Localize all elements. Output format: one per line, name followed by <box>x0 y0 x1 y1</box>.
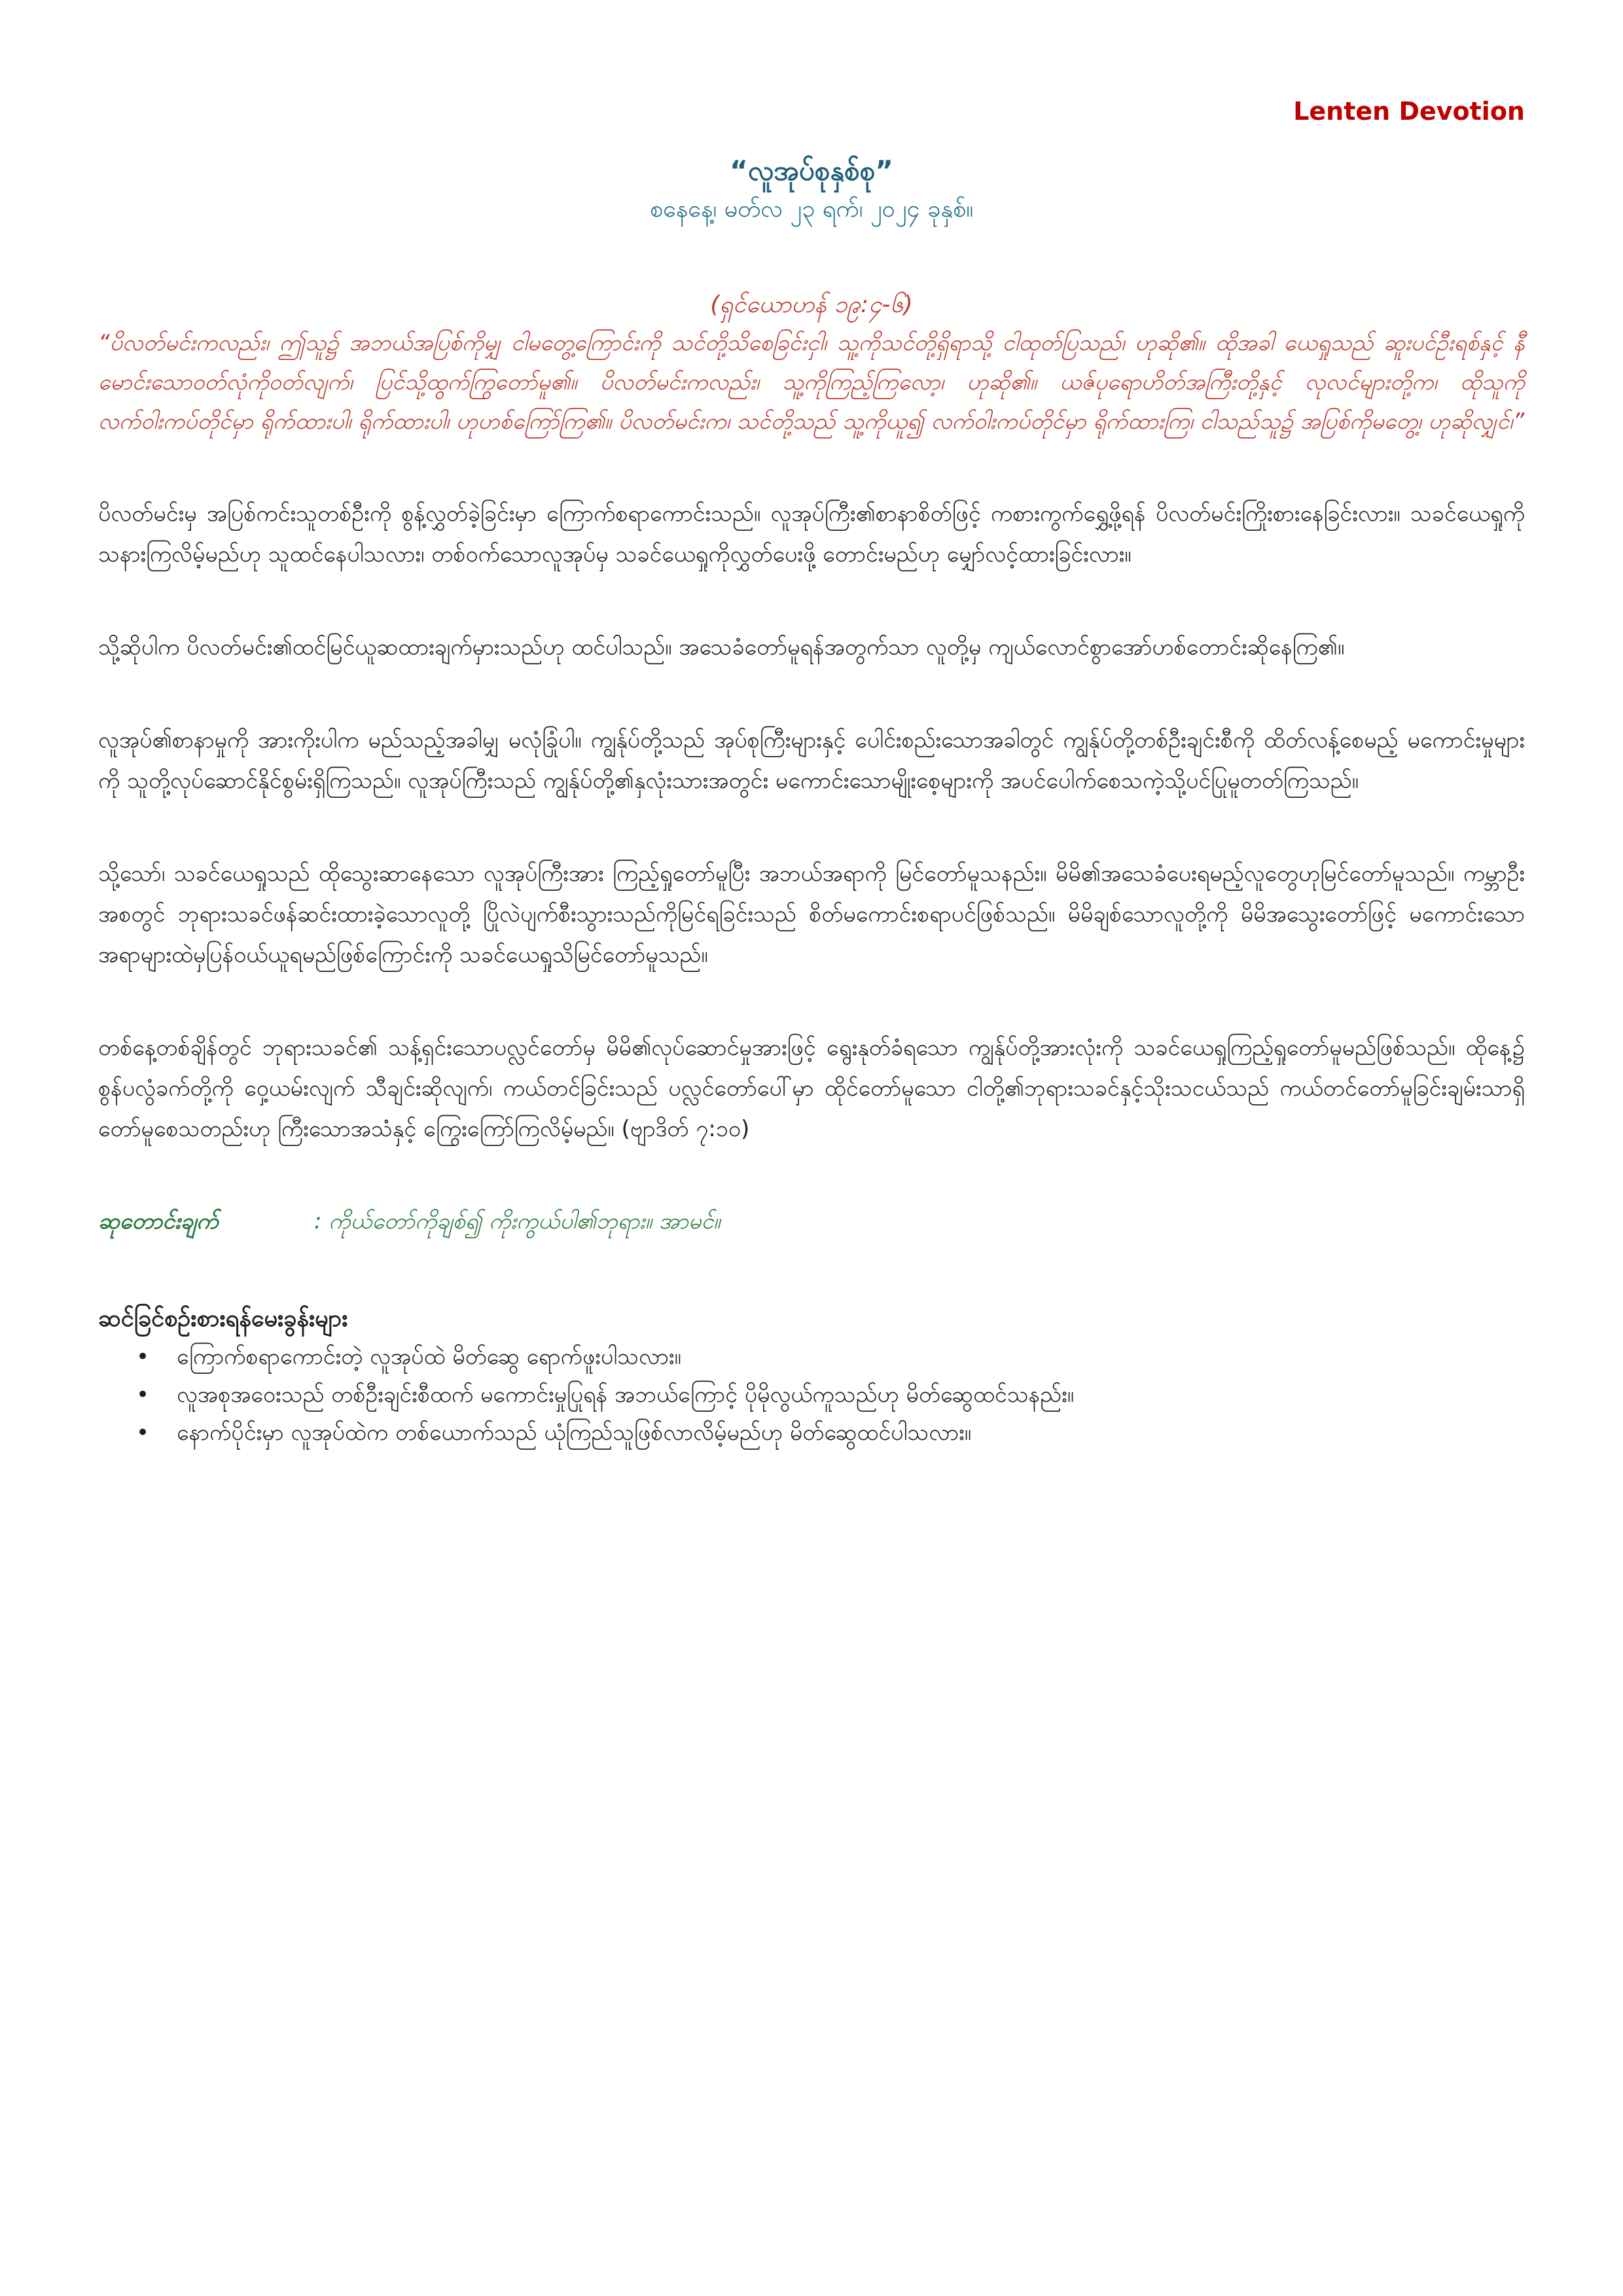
prayer-line <box>98 1202 1525 1241</box>
body-paragraph-2: သို့ဆိုပါက ပိလတ်မင်း၏ထင်မြင်ယူဆထားချက်မှားသည်ဟု ထင်ပါသည်။ အသေခံတော်မူရန်အတွက်သာ လူတို့မှ ကျယ်လောင်စွာအော်ဟစ်တောင်းဆိုနေကြ၏။ <box>98 634 1345 660</box>
question-text: လူအစုအဝေးသည် တစ်ဦးချင်းစီထက် မကောင်းမှုပြုရန် အဘယ်ကြောင့် ပိုမိုလွယ်ကူသည်ဟု မိတ်ဆွေထင်သနည်း။ <box>177 1382 1075 1408</box>
header-tag: Lenten Devotion <box>1293 97 1525 126</box>
body-paragraph-3: လူအုပ်၏စာနာမှုကို အားကိုးပါက မည်သည့်အခါမျှ မလုံခြုံပါ။ ကျွန်ုပ်တို့သည် အုပ်စုကြီးများနှင့် ပေါင်းစည်းသောအခါတွင် ကျွန်ုပ်တို့တစ်ဦးချင်းစီကို ထိတ်လန့်စေမည့် မကောင်းမှုများကို သူတို့လုပ်ဆောင်နိုင်စွမ်းရှိကြသည်။ လူအုပ်ကြီးသည် ကျွန်ုပ်တို့၏နှလုံးသားအတွင်း မကောင်းသောမျိုးစေ့များကို အပင်ပေါက်စေသကဲ့သို့ပင်ပြုမူတတ်ကြသည်။ <box>98 727 1525 794</box>
bullet-icon: • <box>136 1382 150 1408</box>
question-text: နောက်ပိုင်းမှာ လူအုပ်ထဲက တစ်ယောက်သည် ယုံကြည်သူဖြစ်လာလိမ့်မည်ဟု မိတ်ဆွေထင်ပါသလား။ <box>177 1420 972 1446</box>
list-item <box>136 1338 1525 1376</box>
devotion-title: “လူအုပ်စုနှစ်စု” <box>730 154 893 187</box>
bullet-icon: • <box>136 1344 150 1370</box>
question-text: ကြောက်စရာကောင်းတဲ့ လူအုပ်ထဲ မိတ်ဆွေ ရောက်ဖူးပါသလား။ <box>177 1344 681 1370</box>
devotion-date: စနေနေ့၊ မတ်လ ၂၃ ရက်၊ ၂၀၂၄ ခုနှစ်။ <box>649 196 974 223</box>
devotion-page <box>98 92 1525 1452</box>
body-paragraph-1: ပိလတ်မင်းမှ အပြစ်ကင်းသူတစ်ဦးကို စွန့်လွှတ်ခဲ့ခြင်းမှာ ကြောက်စရာကောင်းသည်။ လူအုပ်ကြီး၏စာနာစိတ်ဖြင့် ကစားကွက်ရွှေ့ဖို့ရန် ပိလတ်မင်းကြိုးစားနေခြင်းလား။ သခင်ယေရှုကို သနားကြလိမ့်မည်ဟု သူထင်နေပါသလား၊ တစ်ဝက်သောလူအုပ်မှ သခင်ယေရှုကိုလွှတ်ပေးဖို့ တောင်းမည်ဟု မျှော်လင့်ထားခြင်းလား။ <box>98 501 1525 567</box>
bullet-icon: • <box>136 1420 150 1446</box>
questions-list <box>98 1338 1525 1452</box>
scripture-text: “ပိလတ်မင်းကလည်း၊ ဤသူ၌ အဘယ်အပြစ်ကိုမျှ ငါမတွေ့ကြောင်းကို သင်တို့သိစေခြင်းငှါ၊ သူ့ကိုသင်တို့ရှိရာသို့ ငါထုတ်ပြသည်၊ ဟုဆို၏။ ထိုအခါ ယေရှုသည် ဆူးပင်ဦးရစ်နှင့် နီမောင်းသောဝတ်လုံကိုဝတ်လျက်၊ ပြင်သို့ထွက်ကြွတော်မူ၏။ ပိလတ်မင်းကလည်း၊ သူ့ကိုကြည့်ကြလော့၊ ဟုဆို၏။ ယဇ်ပုရောဟိတ်အကြီးတို့နှင့် လုလင်များတို့က၊ ထိုသူကို လက်ဝါးကပ်တိုင်မှာ ရိုက်ထားပါ၊ ရိုက်ထားပါ၊ ဟုဟစ်ကြော်ကြ၏။ ပိလတ်မင်းက၊ သင်တို့သည် သူ့ကိုယူ၍ လက်ဝါးကပ်တိုင်မှာ ရိုက်ထားကြ၊ ငါသည်သူ၌ အပြစ်ကိုမတွေ့၊ ဟုဆိုလျှင်၊” <box>98 330 1525 435</box>
body-paragraph-5: တစ်နေ့တစ်ချိန်တွင် ဘုရားသခင်၏ သန့်ရှင်းသောပလ္လင်တော်မှ မိမိ၏လုပ်ဆောင်မှုအားဖြင့် ရွေးနုတ်ခံရသော ကျွန်ုပ်တို့အားလုံးကို သခင်ယေရှုကြည့်ရှုတော်မူမည်ဖြစ်သည်။ ထိုနေ့၌ စွန်ပလွံခက်တို့ကို ဝှေ့ယမ်းလျက် သီချင်းဆိုလျက်၊ ကယ်တင်ခြင်းသည် ပလ္လင်တော်ပေါ်မှာ ထိုင်တော်မူသော ငါတို့၏ဘုရားသခင်နှင့်သိုးသငယ်သည် ကယ်တင်တော်မူခြင်းချမ်းသာရှိတော်မူစေသတည်းဟု ကြီးသောအသံနှင့် ကြွေးကြော်ကြလိမ့်မည်။ (ဗျာဒိတ် ၇:၁၀) <box>98 1035 1525 1142</box>
scripture-reference: (ရှင်ယောဟန် ၁၉:၄-၆) <box>710 291 913 318</box>
list-item <box>136 1376 1525 1414</box>
questions-title: ဆင်ခြင်စဉ်းစားရန်မေးခွန်းများ <box>98 1305 348 1332</box>
body-paragraph-4: သို့သော်၊ သခင်ယေရှုသည် ထိုသွေးဆာနေသော လူအုပ်ကြီးအား ကြည့်ရှုတော်မူပြီး အဘယ်အရာကို မြင်တော်မူသနည်း။ မိမိ၏အသေခံပေးရမည့်လူတွေဟုမြင်တော်မူသည်။ ကမ္ဘာဦးအစတွင် ဘုရားသခင်ဖန်ဆင်းထားခဲ့သောလူတို့ ပြိုလဲပျက်စီးသွားသည်ကိုမြင်ရခြင်းသည် စိတ်မကောင်းစရာပင်ဖြစ်သည်။ မိမိချစ်သောလူတို့ကို မိမိအသွေးတော်ဖြင့် မကောင်းသောအရာများထဲမှပြန်ဝယ်ယူရမည်ဖြစ်ကြောင်းကို သခင်ယေရှုသိမြင်တော်မူသည်။ <box>98 861 1525 968</box>
prayer-label: ဆုတောင်းချက် <box>98 1208 219 1234</box>
prayer-text: : ကိုယ်တော်ကိုချစ်၍ ကိုးကွယ်ပါ၏ဘုရား။ အာမင်။ <box>314 1208 721 1234</box>
list-item <box>136 1414 1525 1452</box>
